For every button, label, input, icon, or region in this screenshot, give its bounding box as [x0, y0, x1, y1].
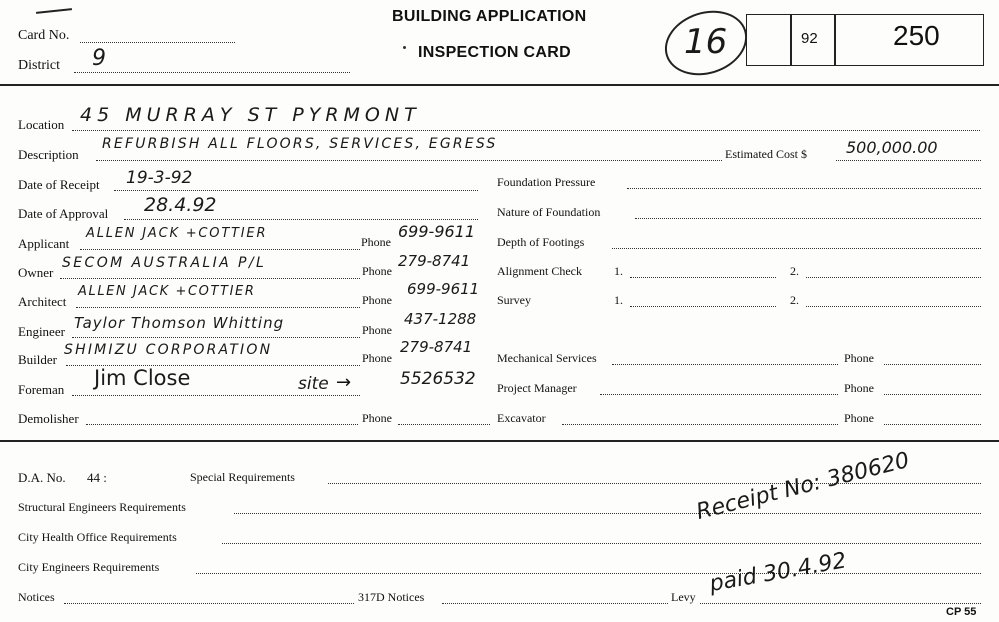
nature-of-foundation-label: Nature of Foundation [497, 205, 601, 219]
demolisher-label: Demolisher [18, 411, 79, 426]
description-label: Description [18, 147, 79, 162]
special-requirements-line [328, 483, 981, 484]
nature-of-foundation-line [635, 218, 981, 219]
builder-phone-label: Phone [362, 351, 392, 365]
paid-note: paid 30.4.92 [707, 548, 849, 597]
owner-line [60, 278, 360, 279]
survey-1: 1. [614, 293, 623, 307]
foreman-site: site [298, 374, 329, 394]
description-line [96, 160, 722, 161]
demolisher-line [86, 424, 358, 425]
architect-phone-label: Phone [362, 293, 392, 307]
owner-phone-label: Phone [362, 264, 392, 278]
notices-317d-line [442, 603, 668, 604]
applicant-line [80, 249, 360, 250]
depth-of-footings-label: Depth of Footings [497, 235, 585, 249]
engineer-phone: 437-1288 [404, 310, 477, 328]
date-of-approval-line [124, 219, 478, 220]
builder-phone: 279-8741 [400, 338, 473, 356]
title-line-1: BUILDING APPLICATION [392, 8, 587, 25]
foreman-value: Jim Close [94, 366, 191, 390]
owner-phone: 279-8741 [398, 252, 471, 270]
alignment-check-2: 2. [790, 264, 799, 278]
architect-phone: 699-9611 [407, 280, 480, 298]
estimated-cost-value: 500,000.00 [846, 138, 938, 157]
location-value: 45 MURRAY ST PYRMONT [80, 104, 421, 126]
notices-317d-label: 317D Notices [358, 590, 425, 604]
special-requirements-label: Special Requirements [190, 470, 295, 484]
estimated-cost-label: Estimated Cost $ [725, 147, 807, 161]
small-dot [403, 46, 406, 49]
project-manager-phone-line [884, 394, 981, 395]
da-no-value: 44 : [87, 470, 107, 485]
arrow-icon: → [336, 372, 352, 393]
date-of-approval-value: 28.4.92 [144, 194, 217, 216]
owner-label: Owner [18, 265, 54, 280]
foreman-phone: 5526532 [400, 369, 476, 389]
alignment-check-line-2 [806, 277, 981, 278]
levy-line [700, 603, 981, 604]
mechanical-services-phone-line [884, 364, 981, 365]
city-health-label: City Health Office Requirements [18, 530, 177, 544]
depth-of-footings-line [612, 248, 981, 249]
survey-line-2 [806, 306, 981, 307]
engineer-phone-label: Phone [362, 323, 392, 337]
date-of-receipt-line [114, 190, 478, 191]
form-code: CP 55 [946, 606, 977, 618]
engineer-label: Engineer [18, 324, 65, 339]
district-value: 9 [92, 46, 106, 71]
owner-value: SECOM AUSTRALIA P/L [62, 255, 267, 271]
city-engineers-line [196, 573, 981, 574]
header-rule [0, 84, 999, 86]
location-line [72, 130, 980, 131]
levy-label: Levy [671, 590, 696, 604]
title-line-2: INSPECTION CARD [418, 44, 571, 61]
project-manager-label: Project Manager [497, 381, 577, 395]
survey-2: 2. [790, 293, 799, 307]
survey-label: Survey [497, 293, 531, 307]
receipt-note: Receipt No: 380620 [693, 447, 912, 525]
excavator-line [562, 424, 838, 425]
survey-line-1 [630, 306, 776, 307]
city-engineers-label: City Engineers Requirements [18, 560, 160, 574]
demolisher-phone-label: Phone [362, 411, 392, 425]
applicant-label: Applicant [18, 236, 70, 251]
applicant-phone-label: Phone [361, 235, 391, 249]
alignment-check-label: Alignment Check [497, 264, 582, 278]
alignment-check-1: 1. [614, 264, 623, 278]
applicant-value: ALLEN JACK +COTTIER [86, 226, 268, 241]
foreman-line [72, 395, 360, 396]
foreman-label: Foreman [18, 382, 65, 397]
circled-number: 16 [684, 22, 728, 62]
builder-label: Builder [18, 352, 57, 367]
structural-requirements-line [234, 513, 981, 514]
da-no-label: D.A. No. [18, 470, 66, 485]
foundation-pressure-line [627, 188, 981, 189]
excavator-phone-line [884, 424, 981, 425]
mechanical-services-phone-label: Phone [844, 351, 874, 365]
architect-line [76, 307, 360, 308]
card-no-label: Card No. [18, 28, 70, 43]
description-value: REFURBISH ALL FLOORS, SERVICES, EGRESS [102, 136, 498, 152]
applicant-phone: 699-9611 [398, 222, 476, 241]
mechanical-services-line [612, 364, 838, 365]
date-of-receipt-label: Date of Receipt [18, 177, 100, 192]
card-no-line [80, 42, 235, 43]
footer-rule [0, 440, 999, 442]
date-of-receipt-value: 19-3-92 [126, 168, 193, 188]
year-box-value: 92 [801, 30, 818, 47]
estimated-cost-line [836, 160, 981, 161]
alignment-check-line-1 [630, 277, 776, 278]
architect-value: ALLEN JACK +COTTIER [78, 284, 256, 299]
card-no-mark [36, 8, 72, 14]
engineer-line [72, 337, 360, 338]
date-of-approval-label: Date of Approval [18, 206, 109, 221]
excavator-label: Excavator [497, 411, 546, 425]
engineer-value: Taylor Thomson Whitting [74, 314, 285, 332]
excavator-phone-label: Phone [844, 411, 874, 425]
structural-requirements-label: Structural Engineers Requirements [18, 500, 186, 514]
blank-box [746, 14, 792, 66]
project-manager-line [600, 394, 838, 395]
city-health-line [222, 543, 981, 544]
demolisher-phone-line [398, 424, 490, 425]
notices-label: Notices [18, 590, 55, 604]
mechanical-services-label: Mechanical Services [497, 351, 597, 365]
notices-line [64, 603, 354, 604]
location-label: Location [18, 117, 65, 132]
foundation-pressure-label: Foundation Pressure [497, 175, 596, 189]
architect-label: Architect [18, 294, 67, 309]
project-manager-phone-label: Phone [844, 381, 874, 395]
district-label: District [18, 58, 60, 73]
number-box-value: 250 [893, 20, 940, 51]
district-line [74, 72, 350, 73]
builder-value: SHIMIZU CORPORATION [64, 342, 273, 358]
